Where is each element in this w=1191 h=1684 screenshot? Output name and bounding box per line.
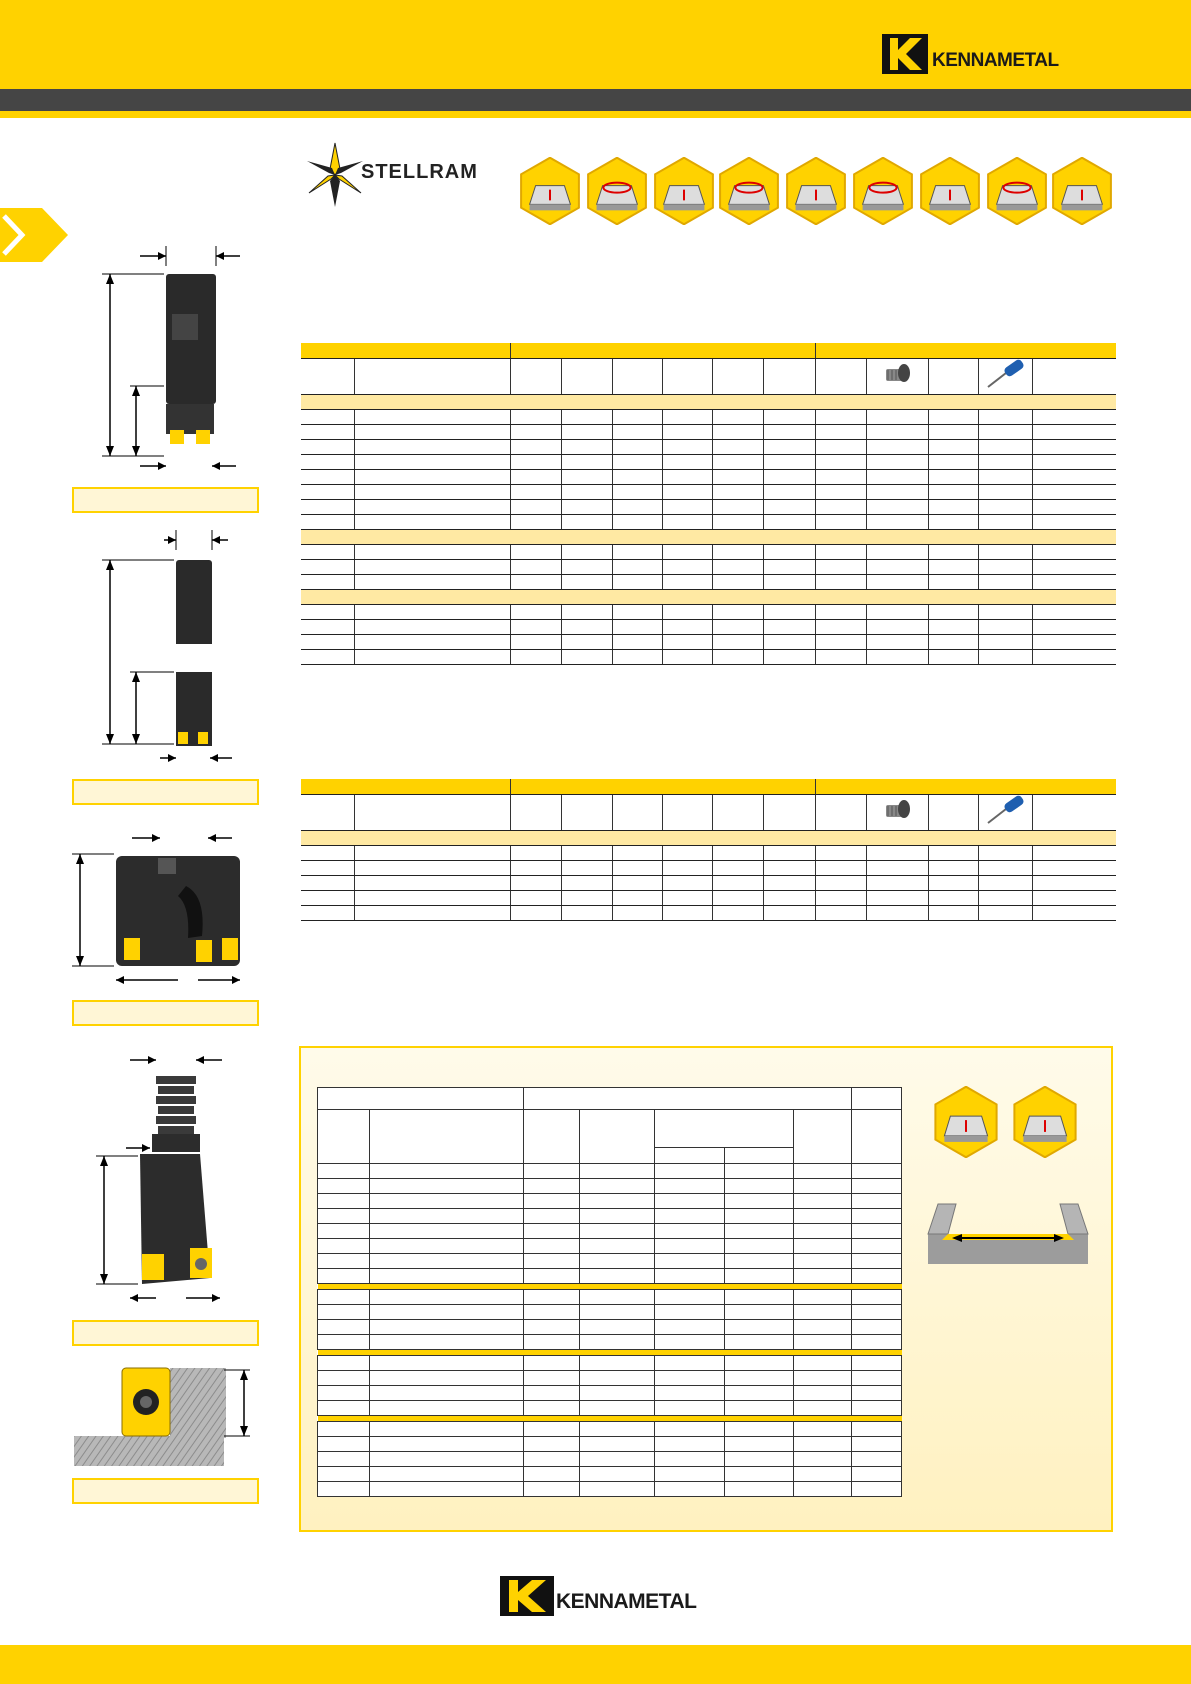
kennametal-k-icon bbox=[500, 1576, 554, 1616]
pocketing-icon bbox=[849, 157, 917, 225]
facing-icon bbox=[516, 157, 584, 225]
ramping-icon bbox=[1048, 157, 1116, 225]
endmill-drawing-2 bbox=[60, 526, 270, 776]
slotting-icon bbox=[930, 1086, 1002, 1158]
stellram-logo bbox=[305, 142, 505, 212]
drawing-5-caption bbox=[72, 1478, 259, 1504]
plunge-helical-icon bbox=[916, 157, 984, 225]
drawing-2-caption bbox=[72, 779, 259, 805]
circular-ramp-icon bbox=[983, 157, 1051, 225]
drawing-3-caption bbox=[72, 1000, 259, 1026]
kennametal-k-icon bbox=[882, 34, 928, 74]
slot-width-diagram bbox=[924, 1200, 1092, 1266]
footer-brand-name: KENNAMETAL bbox=[556, 1590, 697, 1613]
screw-on-cutter-drawing bbox=[60, 1048, 270, 1308]
screwdriver-icon bbox=[984, 359, 1028, 389]
screw-icon bbox=[882, 361, 912, 387]
footer-band bbox=[0, 1645, 1191, 1684]
shell-mill-drawing bbox=[66, 826, 266, 996]
circular-pocket-icon bbox=[782, 157, 850, 225]
cutting-data-grid bbox=[317, 1087, 902, 1497]
insert-photo bbox=[74, 1362, 264, 1468]
header-logo[interactable] bbox=[882, 34, 1082, 74]
screw-icon bbox=[882, 797, 912, 823]
footer-logo[interactable] bbox=[500, 1576, 710, 1616]
stellram-name: STELLRAM bbox=[361, 161, 478, 183]
header-brand-name: KENNAMETAL bbox=[932, 50, 1059, 71]
section-tab-arrow[interactable] bbox=[0, 208, 68, 262]
drawing-1-caption bbox=[72, 487, 259, 513]
shoulder-icon bbox=[583, 157, 651, 225]
spec-table bbox=[301, 779, 1116, 921]
stellram-star-icon bbox=[305, 142, 363, 208]
header-yellow-strip bbox=[0, 111, 1191, 118]
plunge-helical-icon bbox=[1009, 1086, 1081, 1158]
header-gray-band bbox=[0, 89, 1191, 111]
drawing-4-caption bbox=[72, 1320, 259, 1346]
slotting-icon bbox=[650, 157, 718, 225]
spec-table bbox=[301, 343, 1116, 665]
endmill-drawing-1 bbox=[60, 238, 270, 478]
helical-interpolation-icon bbox=[715, 157, 783, 225]
screwdriver-icon bbox=[984, 795, 1028, 825]
